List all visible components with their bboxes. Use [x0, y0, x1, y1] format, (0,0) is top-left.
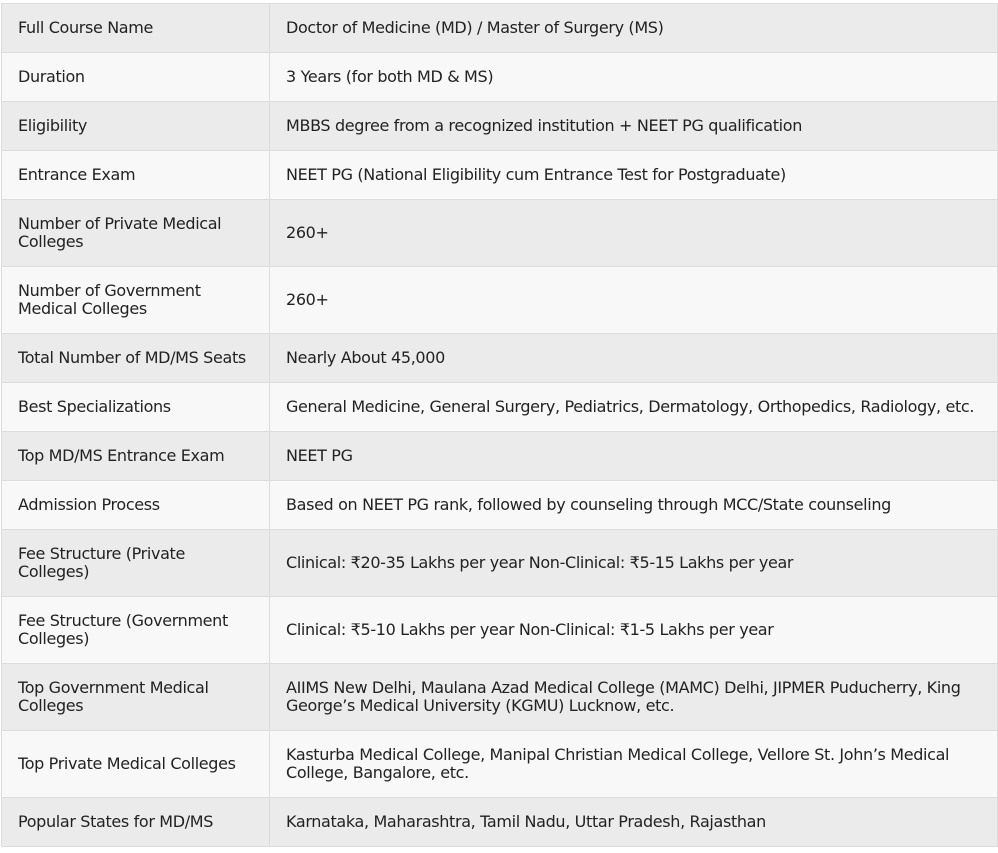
row-label: Best Specializations — [2, 383, 270, 432]
table-row — [2, 597, 998, 664]
row-value: 260+ — [270, 267, 998, 334]
course-info-table — [1, 3, 998, 847]
row-value: Doctor of Medicine (MD) / Master of Surgery (MS) — [270, 4, 998, 53]
row-label: Popular States for MD/MS — [2, 798, 270, 847]
table-row — [2, 664, 998, 731]
row-value: AIIMS New Delhi, Maulana Azad Medical College (MAMC) Delhi, JIPMER Puducherry, King George’s Medical University (KGMU) Lucknow, etc. — [270, 664, 998, 731]
table-row — [2, 267, 998, 334]
table-row — [2, 530, 998, 597]
row-label: Fee Structure (Private Colleges) — [2, 530, 270, 597]
table-row — [2, 334, 998, 383]
row-value: Clinical: ₹5-10 Lakhs per year Non-Clinical: ₹1-5 Lakhs per year — [270, 597, 998, 664]
row-value: Clinical: ₹20-35 Lakhs per year Non-Clinical: ₹5-15 Lakhs per year — [270, 530, 998, 597]
row-label: Fee Structure (Government Colleges) — [2, 597, 270, 664]
table-row — [2, 798, 998, 847]
row-label: Top MD/MS Entrance Exam — [2, 432, 270, 481]
row-label: Top Private Medical Colleges — [2, 731, 270, 798]
row-label: Number of Government Medical Colleges — [2, 267, 270, 334]
table-row — [2, 481, 998, 530]
row-label: Full Course Name — [2, 4, 270, 53]
table-row — [2, 53, 998, 102]
table-row — [2, 432, 998, 481]
row-value: Kasturba Medical College, Manipal Christian Medical College, Vellore St. John’s Medical College, Bangalore, etc. — [270, 731, 998, 798]
row-value: NEET PG (National Eligibility cum Entrance Test for Postgraduate) — [270, 151, 998, 200]
row-label: Duration — [2, 53, 270, 102]
row-label: Number of Private Medical Colleges — [2, 200, 270, 267]
row-value: Based on NEET PG rank, followed by counseling through MCC/State counseling — [270, 481, 998, 530]
row-value: 3 Years (for both MD & MS) — [270, 53, 998, 102]
row-value: General Medicine, General Surgery, Pediatrics, Dermatology, Orthopedics, Radiology, etc. — [270, 383, 998, 432]
row-label: Eligibility — [2, 102, 270, 151]
row-label: Admission Process — [2, 481, 270, 530]
row-label: Top Government Medical Colleges — [2, 664, 270, 731]
row-value: MBBS degree from a recognized institution + NEET PG qualification — [270, 102, 998, 151]
row-value: Nearly About 45,000 — [270, 334, 998, 383]
table-row — [2, 102, 998, 151]
table-row — [2, 383, 998, 432]
row-value: Karnataka, Maharashtra, Tamil Nadu, Uttar Pradesh, Rajasthan — [270, 798, 998, 847]
table-row — [2, 4, 998, 53]
table-row — [2, 200, 998, 267]
row-label: Total Number of MD/MS Seats — [2, 334, 270, 383]
row-label: Entrance Exam — [2, 151, 270, 200]
table-row — [2, 151, 998, 200]
table-row — [2, 731, 998, 798]
row-value: NEET PG — [270, 432, 998, 481]
row-value: 260+ — [270, 200, 998, 267]
